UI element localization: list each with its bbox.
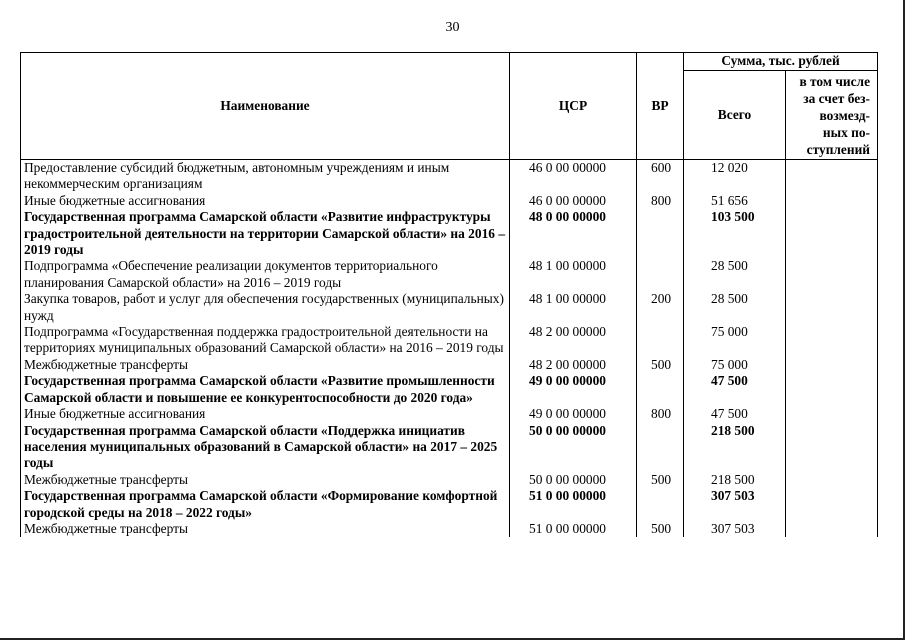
table-row <box>21 209 878 258</box>
cell-csr: 46 0 00 00000 <box>510 160 637 193</box>
cell-vr <box>637 324 684 357</box>
table-row <box>21 291 878 324</box>
table-row <box>21 406 878 422</box>
cell-csr: 49 0 00 00000 <box>510 373 637 406</box>
cell-csr: 51 0 00 00000 <box>510 488 637 521</box>
cell-total: 218 500 <box>684 472 786 488</box>
cell-name: Государственная программа Самарской области «Поддержка инициатив населения муниципальных образований в Самарской области» на 2017 – 2025 годы <box>21 423 510 472</box>
table-row <box>21 324 878 357</box>
cell-total: 47 500 <box>684 373 786 406</box>
header-free-line: ступлений <box>806 141 871 157</box>
table-row <box>21 423 878 472</box>
cell-csr: 50 0 00 00000 <box>510 472 637 488</box>
cell-csr: 48 1 00 00000 <box>510 291 637 324</box>
cell-total: 307 503 <box>684 488 786 521</box>
table-body <box>21 160 878 538</box>
table-header <box>21 53 878 160</box>
cell-name: Межбюджетные трансферты <box>21 521 510 537</box>
cell-csr: 50 0 00 00000 <box>510 423 637 472</box>
header-free-line: в том числе <box>799 73 871 89</box>
cell-vr: 800 <box>637 193 684 209</box>
cell-total: 12 020 <box>684 160 786 193</box>
header-free-line: ных по- <box>822 124 871 140</box>
cell-name: Государственная программа Самарской области «Формирование комфортной городской среды на 2018 – 2022 годы» <box>21 488 510 521</box>
cell-name: Иные бюджетные ассигнования <box>21 193 510 209</box>
table-row <box>21 258 878 291</box>
cell-csr: 48 1 00 00000 <box>510 258 637 291</box>
cell-total: 218 500 <box>684 423 786 472</box>
header-vr: ВР <box>637 53 684 160</box>
cell-free <box>786 423 878 472</box>
cell-csr: 48 2 00 00000 <box>510 357 637 373</box>
table-row <box>21 193 878 209</box>
header-sum: Сумма, тыс. рублей <box>684 53 878 71</box>
cell-name: Межбюджетные трансферты <box>21 472 510 488</box>
cell-total: 75 000 <box>684 324 786 357</box>
cell-free <box>786 406 878 422</box>
table-row <box>21 160 878 193</box>
cell-vr <box>637 488 684 521</box>
cell-name: Подпрограмма «Государственная поддержка градостроительной деятельности на территориях муниципальных образований Самарской области» на 2016 – 2019 годы <box>21 324 510 357</box>
table-row <box>21 488 878 521</box>
cell-vr <box>637 373 684 406</box>
cell-total: 28 500 <box>684 291 786 324</box>
cell-free <box>786 324 878 357</box>
table-row <box>21 357 878 373</box>
cell-vr: 200 <box>637 291 684 324</box>
cell-free <box>786 209 878 258</box>
cell-vr: 600 <box>637 160 684 193</box>
cell-total: 103 500 <box>684 209 786 258</box>
cell-vr: 500 <box>637 357 684 373</box>
cell-free <box>786 291 878 324</box>
cell-total: 75 000 <box>684 357 786 373</box>
cell-free <box>786 258 878 291</box>
cell-name: Государственная программа Самарской области «Развитие промышленности Самарской области и повышение ее конкурентоспособности до 2020 года» <box>21 373 510 406</box>
cell-free <box>786 472 878 488</box>
cell-csr: 49 0 00 00000 <box>510 406 637 422</box>
cell-free <box>786 521 878 537</box>
cell-vr <box>637 423 684 472</box>
cell-name: Государственная программа Самарской области «Развитие инфраструктуры градостроительной деятельности на территории Самарской области» на 2016 – 2019 годы <box>21 209 510 258</box>
cell-vr: 500 <box>637 472 684 488</box>
page-number: 30 <box>445 20 460 35</box>
cell-free <box>786 357 878 373</box>
header-total: Всего <box>684 71 786 160</box>
cell-vr <box>637 258 684 291</box>
cell-name: Межбюджетные трансферты <box>21 357 510 373</box>
header-name: Наименование <box>21 53 510 160</box>
cell-total: 51 656 <box>684 193 786 209</box>
header-free-receipts <box>786 71 878 160</box>
cell-name: Закупка товаров, работ и услуг для обеспечения государственных (муниципальных) нужд <box>21 291 510 324</box>
cell-total: 28 500 <box>684 258 786 291</box>
cell-csr: 48 2 00 00000 <box>510 324 637 357</box>
header-free-line: возмезд- <box>819 107 871 123</box>
cell-free <box>786 160 878 193</box>
cell-csr: 46 0 00 00000 <box>510 193 637 209</box>
header-csr: ЦСР <box>510 53 637 160</box>
cell-free <box>786 488 878 521</box>
cell-vr <box>637 209 684 258</box>
cell-free <box>786 193 878 209</box>
table-row <box>21 521 878 537</box>
cell-csr: 48 0 00 00000 <box>510 209 637 258</box>
cell-name: Подпрограмма «Обеспечение реализации документов территориального планирования Самарской области» на 2016 – 2019 годы <box>21 258 510 291</box>
budget-table <box>20 52 878 537</box>
cell-total: 307 503 <box>684 521 786 537</box>
header-free-line: за счет без- <box>803 90 871 106</box>
cell-csr: 51 0 00 00000 <box>510 521 637 537</box>
cell-name: Предоставление субсидий бюджетным, автономным учреждениям и иным некоммерческим организациям <box>21 160 510 193</box>
cell-vr: 800 <box>637 406 684 422</box>
table-row <box>21 373 878 406</box>
cell-name: Иные бюджетные ассигнования <box>21 406 510 422</box>
table-row <box>21 472 878 488</box>
cell-free <box>786 373 878 406</box>
cell-vr: 500 <box>637 521 684 537</box>
cell-total: 47 500 <box>684 406 786 422</box>
